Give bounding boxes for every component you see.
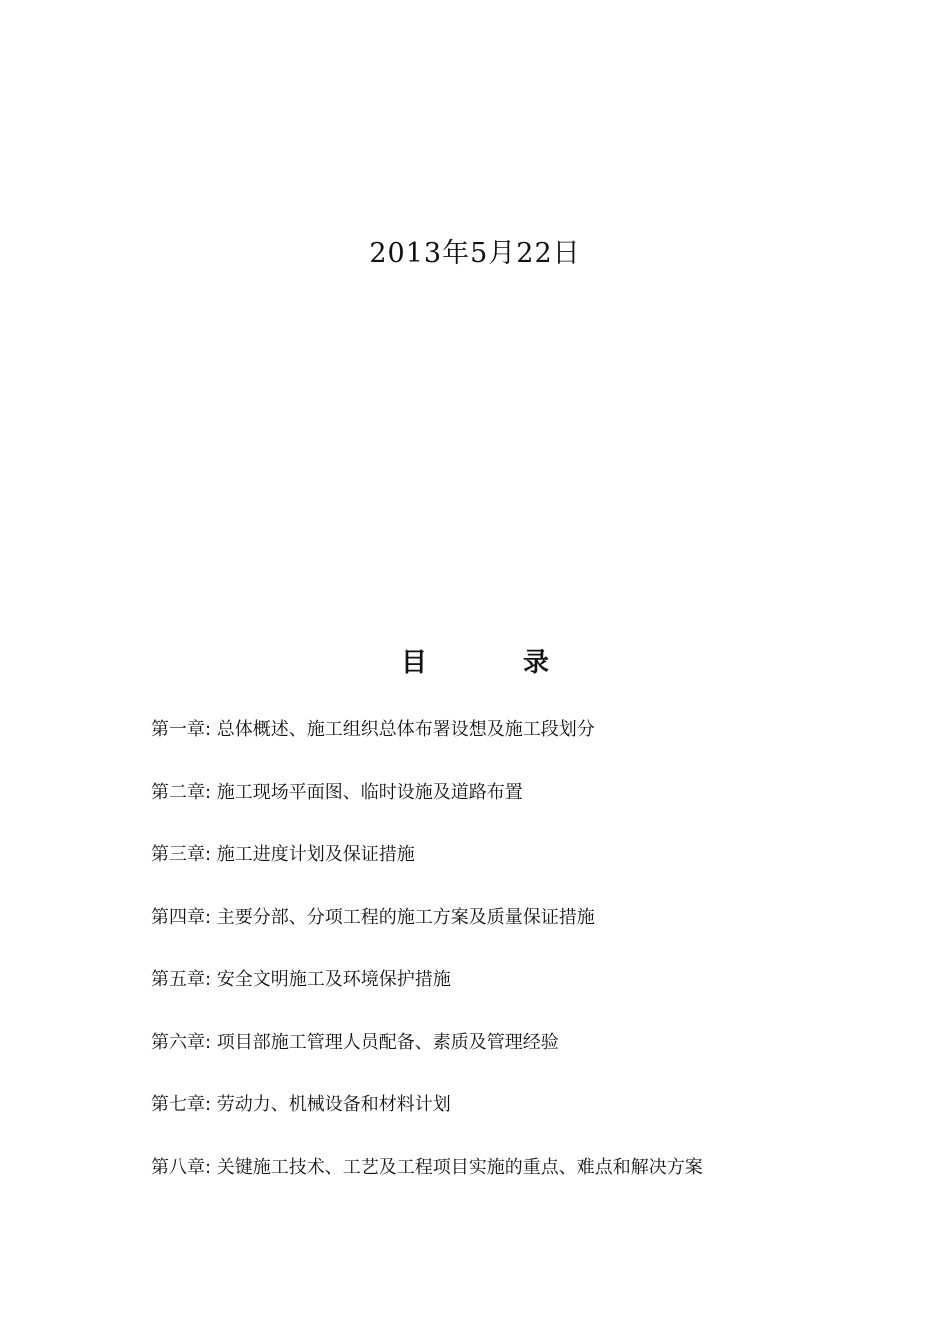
toc-heading <box>0 648 950 679</box>
toc-item-chapter-7: 第七章: 劳动力、机械设备和材料计划 <box>151 1094 451 1115</box>
toc-item-chapter-3: 第三章: 施工进度计划及保证措施 <box>151 844 415 865</box>
document-date: 2013年5月22日 <box>369 238 581 269</box>
table-of-contents <box>151 715 911 1215</box>
toc-item-chapter-6: 第六章: 项目部施工管理人员配备、素质及管理经验 <box>151 1031 559 1053</box>
toc-item-chapter-8: 第八章: 关键施工技术、工艺及工程项目实施的重点、难点和解决方案 <box>151 1156 703 1178</box>
toc-item-chapter-1: 第一章: 总体概述、施工组织总体布署设想及施工段划分 <box>151 719 595 740</box>
toc-heading-right: 录 <box>523 648 550 678</box>
toc-item-chapter-5: 第五章: 安全文明施工及环境保护措施 <box>151 969 451 990</box>
toc-item-chapter-2: 第二章: 施工现场平面图、临时设施及道路布置 <box>151 781 523 803</box>
toc-item-chapter-4: 第四章: 主要分部、分项工程的施工方案及质量保证措施 <box>151 906 595 928</box>
toc-heading-left: 目 <box>400 648 427 678</box>
